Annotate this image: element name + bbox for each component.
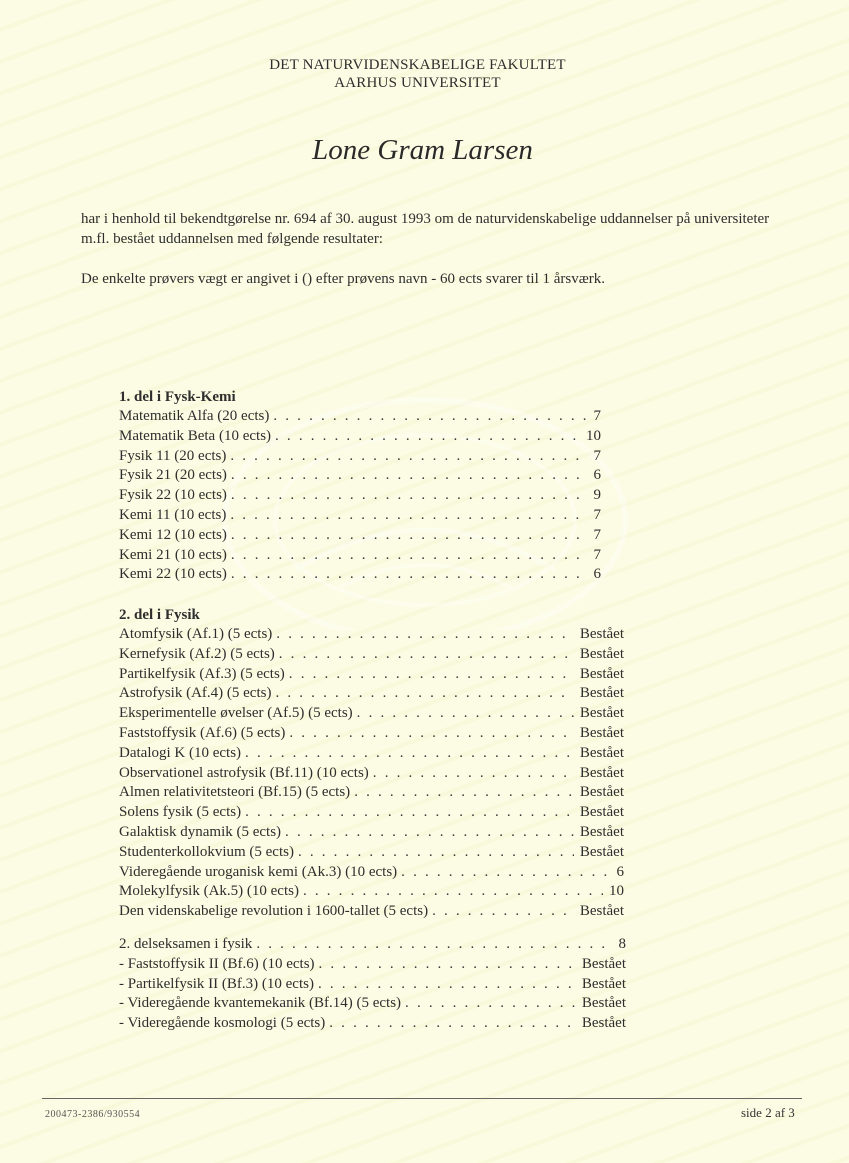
result-row — [119, 935, 626, 955]
results-section-1 — [119, 387, 601, 585]
weight-note: De enkelte prøvers vægt er angivet i () efter prøvens navn - 60 ects svarer til 1 årsværk. — [81, 271, 605, 287]
dot-leader — [275, 427, 580, 447]
course-result: 7 — [593, 447, 601, 464]
course-label: Videregående uroganisk kemi (Ak.3) (10 ects) — [119, 863, 398, 880]
course-label: - Videregående kvantemekanik (Bf.14) (5 ects) — [119, 995, 402, 1012]
course-result: 6 — [593, 566, 601, 583]
course-result: Bestået — [579, 903, 624, 920]
course-label: Almen relativitetsteori (Bf.15) (5 ects) — [119, 784, 351, 801]
course-label: - Faststoffysik II (Bf.6) (10 ects) — [119, 955, 315, 972]
course-label: Matematik Beta (10 ects) — [119, 427, 272, 444]
intro-paragraph: har i henhold til bekendtgørelse nr. 694 af 30. august 1993 om de naturvidenskabelige uddannelser på universiteter m.fl. bestået uddannelsen med følgende resultater: — [81, 211, 770, 247]
result-row — [119, 783, 624, 803]
course-label: Galaktisk dynamik (5 ects) — [119, 823, 282, 840]
dot-leader — [303, 882, 603, 902]
result-row — [119, 565, 601, 585]
section-title: 2. del i Fysik — [119, 607, 200, 623]
footer-divider — [42, 1098, 802, 1099]
course-result: Bestået — [579, 823, 624, 840]
result-row — [119, 902, 624, 922]
dot-leader — [405, 994, 576, 1014]
dot-leader — [231, 565, 588, 585]
dot-leader — [318, 975, 576, 995]
dot-leader — [279, 645, 574, 665]
page-indicator: side 2 af 3 — [741, 1105, 795, 1120]
faculty-name: DET NATURVIDENSKABELIGE FAKULTET — [269, 57, 566, 73]
course-label: Kemi 21 (10 ects) — [119, 546, 227, 563]
course-result: Bestået — [579, 764, 624, 781]
result-row — [119, 843, 624, 863]
course-result: Bestået — [579, 843, 624, 860]
result-row — [119, 823, 624, 843]
dot-leader — [401, 863, 610, 883]
course-label: Partikelfysik (Af.3) (5 ects) — [119, 665, 285, 682]
university-name: AARHUS UNIVERSITET — [334, 75, 501, 91]
dot-leader — [273, 407, 587, 427]
dot-leader — [245, 803, 574, 823]
course-result: Bestået — [579, 665, 624, 682]
course-label: Den videnskabelige revolution i 1600-tallet (5 ects) — [119, 903, 429, 920]
course-result: Bestået — [581, 995, 626, 1012]
course-result: Bestået — [579, 804, 624, 821]
course-result: Bestået — [581, 975, 626, 992]
result-row — [119, 803, 624, 823]
dot-leader — [256, 935, 612, 955]
course-label: Matematik Alfa (20 ects) — [119, 408, 270, 424]
result-row — [119, 955, 626, 975]
course-result: 7 — [593, 546, 601, 563]
result-row — [119, 704, 624, 724]
course-result: 7 — [593, 506, 601, 523]
course-label: Faststoffysik (Af.6) (5 ects) — [119, 724, 286, 741]
section-title: 1. del i Fysk-Kemi — [119, 389, 236, 405]
course-label: - Partikelfysik II (Bf.3) (10 ects) — [119, 975, 314, 992]
course-label: Kemi 22 (10 ects) — [119, 566, 227, 583]
course-label: Fysik 21 (20 ects) — [119, 467, 227, 484]
result-row — [119, 665, 624, 685]
course-label: Kernefysik (Af.2) (5 ects) — [119, 645, 275, 662]
course-result: Bestået — [579, 645, 624, 662]
result-row — [119, 645, 624, 665]
course-result: Bestået — [579, 724, 624, 741]
course-result: 8 — [618, 936, 626, 952]
result-row — [119, 975, 626, 995]
course-result: Bestået — [579, 705, 624, 722]
result-row — [119, 684, 624, 704]
result-row — [119, 882, 624, 902]
dot-leader — [231, 546, 588, 566]
course-label: Atomfysik (Af.1) (5 ects) — [119, 626, 273, 642]
dot-leader — [231, 486, 588, 506]
course-result: 7 — [593, 526, 601, 543]
course-label: 2. delseksamen i fysik — [119, 936, 253, 952]
result-row — [119, 466, 601, 486]
result-row — [119, 427, 601, 447]
result-row — [119, 407, 601, 427]
course-result: 10 — [586, 427, 601, 444]
course-result: Bestået — [581, 1015, 626, 1032]
dot-leader — [275, 684, 573, 704]
course-result: Bestået — [579, 784, 624, 801]
course-label: Kemi 12 (10 ects) — [119, 526, 227, 543]
result-row — [119, 994, 626, 1014]
course-label: Molekylfysik (Ak.5) (10 ects) — [119, 883, 299, 900]
result-row — [119, 625, 624, 645]
course-result: 9 — [593, 487, 601, 504]
faculty-header — [0, 56, 835, 92]
dot-leader — [289, 724, 573, 744]
course-label: Fysik 22 (10 ects) — [119, 487, 227, 504]
student-name: Lone Gram Larsen — [312, 134, 533, 166]
course-label: - Videregående kosmologi (5 ects) — [119, 1015, 326, 1032]
course-result: 6 — [593, 467, 601, 484]
result-row — [119, 724, 624, 744]
course-result: 10 — [609, 883, 624, 900]
dot-leader — [231, 526, 588, 546]
course-result: Bestået — [579, 744, 624, 761]
result-row — [119, 546, 601, 566]
document-number: 200473-2386/930554 — [45, 1109, 141, 1120]
result-row — [119, 486, 601, 506]
dot-leader — [329, 1014, 576, 1034]
dot-leader — [285, 823, 574, 843]
dot-leader — [231, 466, 588, 486]
result-row — [119, 863, 624, 883]
dot-leader — [319, 955, 576, 975]
result-row — [119, 744, 624, 764]
dot-leader — [432, 902, 574, 922]
dot-leader — [298, 843, 574, 863]
dot-leader — [276, 625, 574, 645]
results-section-3 — [119, 935, 626, 1034]
course-label: Fysik 11 (20 ects) — [119, 447, 227, 464]
course-label: Kemi 11 (10 ects) — [119, 506, 227, 523]
result-row — [119, 764, 624, 784]
dot-leader — [230, 447, 587, 467]
course-label: Observationel astrofysik (Bf.11) (10 ects) — [119, 764, 369, 781]
result-row — [119, 447, 601, 467]
result-row — [119, 506, 601, 526]
course-result: 6 — [616, 863, 624, 880]
course-result: 7 — [593, 408, 601, 424]
results-section-2 — [119, 605, 624, 922]
dot-leader — [373, 764, 574, 784]
course-label: Eksperimentelle øvelser (Af.5) (5 ects) — [119, 705, 353, 722]
dot-leader — [245, 744, 574, 764]
dot-leader — [357, 704, 574, 724]
course-label: Astrofysik (Af.4) (5 ects) — [119, 685, 272, 702]
course-label: Studenterkollokvium (5 ects) — [119, 843, 294, 860]
course-result: Bestået — [579, 626, 624, 642]
dot-leader — [289, 665, 574, 685]
dot-leader — [230, 506, 587, 526]
course-label: Datalogi K (10 ects) — [119, 744, 242, 761]
course-label: Solens fysik (5 ects) — [119, 804, 242, 821]
dot-leader — [354, 783, 574, 803]
course-result: Bestået — [579, 685, 624, 702]
result-row — [119, 526, 601, 546]
course-result: Bestået — [581, 955, 626, 972]
result-row — [119, 1014, 626, 1034]
